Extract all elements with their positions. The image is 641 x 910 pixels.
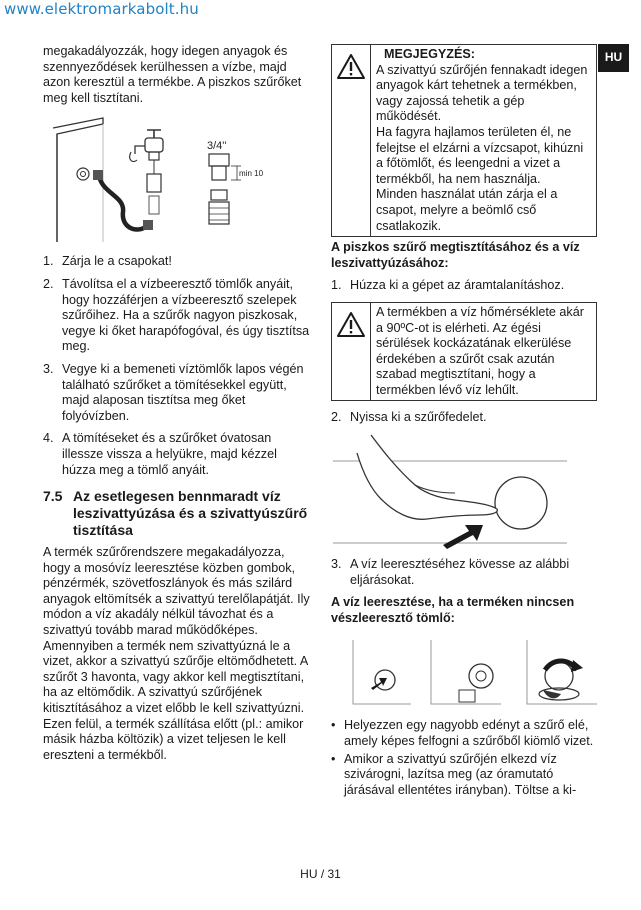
warning-box [331,302,597,402]
list-item: 1. Zárja le a csapokat! [43,254,172,269]
list-item: 2. Távolítsa el a vízbeeresztő tömlők anyáit, hogy hozzáférjen a vízbeeresztő szelepek szűrőihez. Ha a szűrők nagyon piszkosak, vegye ki őket harapófogóval, és úgy tisztítsa meg. [43,276,310,354]
subheading: A piszkos szűrő megtisztításához és a víz leszivattyúzásához: [331,240,580,270]
warning-text: A termékben a víz hőmérséklete akár a 90ºC-ot is elérheti. Az égési sérülések kockázatának elkerülése érdekében a szűrőt csak azután szabad megtisztítani, hogy a termékben lévő víz lehűlt. [376,304,584,397]
language-tab: HU [598,44,629,72]
note-line: A szivattyú szűrőjén fennakadt idegen anyagok kárt tehetnek a termékben, vagy zajossá tehetik a gép működését. [376,62,588,124]
section-title: Az esetlegesen bennmaradt víz leszivattyúzása és a szivattyúszűrő tisztítása [73,488,308,539]
note-icon-cell [332,45,371,236]
pump-steps-list-2 [331,410,597,426]
section-number: 7.5 [43,488,63,505]
filter-figure [43,116,311,244]
body-paragraph: A termék szűrőrendszere megakadályozza, hogy a mosóvíz leeresztése közben gombok, pénzérmék, szövetfoszlányok és más szilárd anyagok eltömítsék a szivattyú terelőlapátját. Ily módon a víz akadály nélkül távozhat és a szivattyú tovább marad működőképes. [43,545,310,638]
subheading: A víz leeresztése, ha a terméken nincsen vészleeresztő tömlő: [331,595,575,625]
list-item: • Helyezzen egy nagyobb edényt a szűrő elé, amely képes felfogni a szűrőből kiömlő vizet. [331,718,594,749]
warning-icon-cell [332,303,371,401]
page-number: HU / 31 [300,867,341,881]
note-line: Ha fagyra hajlamos területen él, ne felejtse el elzárni a vízcsapot, kihúzni a főtömlőt, és leengedni a vizet a termékből, ha nem használja. [376,124,584,186]
intro-paragraph: megakadályozzák, hogy idegen anyagok és szennyeződések kerülhessen a vízbe, majd azon keresztül a termékbe. A piszkos szűrőket meg kell tisztítani. [43,44,302,105]
warning-triangle-icon [336,53,366,80]
filter-steps-list [43,254,311,478]
fitting-size-label: 3/4'' [207,140,227,153]
filter-cover-figure [331,433,597,551]
note-line: Minden használat után zárja el a csapot, melyre a beömlő cső csatlakozik. [376,187,558,233]
warning-triangle-icon [336,311,366,338]
list-item: 2. Nyissa ki a szűrőfedelet. [331,410,487,425]
list-item: 3. A víz leeresztéséhez kövesse az alábbi eljárásokat. [331,557,570,587]
note-content [371,45,596,236]
watermark: www.elektromarkabolt.hu [4,0,199,18]
drain-bullets [331,718,597,798]
drain-figure [331,632,597,714]
note-box [331,44,597,237]
section-heading [43,488,311,539]
list-item: 3. Vegye ki a bemeneti víztömlők lapos végén található szűrőket a tömítésekkel együtt, majd alaposan tisztítsa meg őket folyóvízben. [43,361,304,423]
pump-steps-list-1 [331,278,597,294]
body-paragraph: Ezen felül, a termék szállítása előtt (pl.: amikor másik házba költözik) a vizet teljesen le kell ereszteni a termékből. [43,716,304,762]
fitting-min-label: min 10 [239,169,264,179]
warning-content [371,303,596,401]
pump-steps-list-3 [331,557,597,588]
note-title: MEGJEGYZÉS: [384,47,475,61]
right-column [331,44,597,800]
list-item: 4. A tömítéseket és a szűrőket óvatosan illessze vissza a helyükre, majd kézzel húzza meg a tömlő anyáit. [43,431,277,477]
body-paragraph: Amennyiben a termék nem szivattyúzná le a vizet, akkor a szivattyú szűrője eltömődhetett. A szűrőt 3 havonta, vagy akkor kell megtisztítani, ha az eltömődik. A szivattyú szűrőjének kitisztításához a vizet előbb le kell szivattyúzni. [43,638,308,716]
left-column [43,44,311,763]
list-item: • Amikor a szivattyú szűrőjén elkezd víz szivárogni, lazítsa meg (az óramutató járásával ellentétes irányban). Töltse a ki- [331,751,577,797]
list-item: 1. Húzza ki a gépet az áramtalanításhoz. [331,278,565,293]
